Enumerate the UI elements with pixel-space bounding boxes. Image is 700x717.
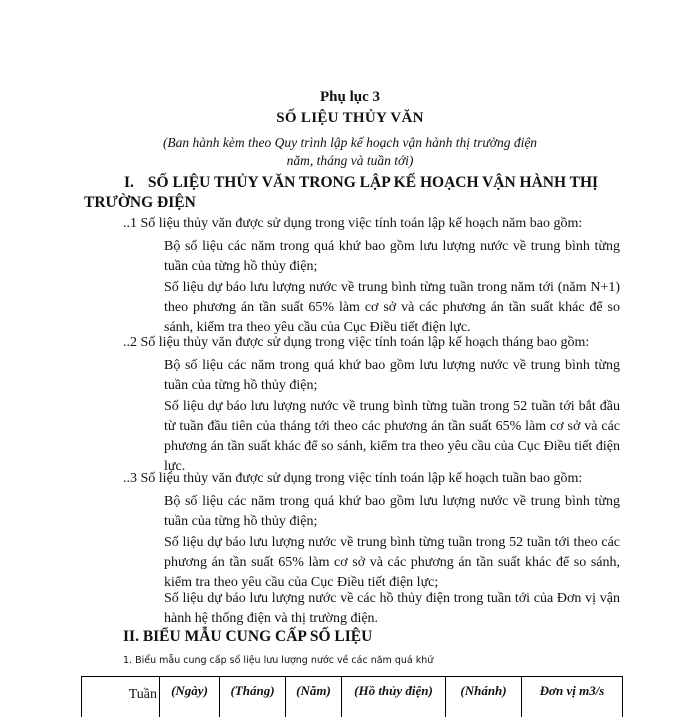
list-item-1-para-1: Bộ số liệu các năm trong quá khứ bao gồm lưu lượng nước về trung bình từng tuần của từng hồ thủy điện;	[164, 239, 620, 274]
list-item-2-label: ..2 Số liệu thủy văn được sử dụng trong việc tính toán lập kế hoạch tháng bao gồm:	[123, 335, 590, 350]
table-caption: 1. Biểu mẫu cung cấp số liệu lưu lượng nước về các năm quá khứ	[123, 655, 434, 666]
document-subtitle	[0, 134, 700, 170]
list-item-3-para-1: Bộ số liệu các năm trong quá khứ bao gồm lưu lượng nước về trung bình từng tuần của từng hồ thủy điện;	[164, 494, 620, 529]
table-header-month: (Tháng)	[220, 677, 286, 717]
section-1-number: I.	[124, 174, 134, 191]
table-header-year: (Năm)	[286, 677, 342, 717]
table-header-reservoir: (Hồ thủy điện)	[342, 677, 446, 717]
section-2-heading: II. BIỂU MẪU CUNG CẤP SỐ LIỆU	[123, 628, 373, 645]
table-header-day: (Ngày)	[160, 677, 220, 717]
section-1-heading	[84, 173, 620, 213]
list-item-3-para-3: Số liệu dự báo lưu lượng nước về các hồ thủy điện trong tuần tới của Đơn vị vận hành hệ thống điện và thị trường điện.	[164, 591, 620, 626]
list-item-2-para-2: Số liệu dự báo lưu lượng nước về trung bình từng tuần trong 52 tuần tới bắt đầu từ tuần đầu tiên của tháng tới theo các phương án tần suất 65% làm cơ sở và các phương án tần suất khác để so sánh, kiểm tra theo yêu cầu của Cục Điều tiết điện lực.	[164, 399, 620, 474]
subtitle-line-2: năm, tháng và tuần tới)	[286, 153, 414, 168]
list-item-3-label: ..3 Số liệu thủy văn được sử dụng trong việc tính toán lập kế hoạch tuần bao gồm:	[123, 471, 583, 486]
table-header-branch: (Nhánh)	[446, 677, 522, 717]
document-title: SỐ LIỆU THỦY VĂN	[276, 110, 424, 126]
list-item-2-para-1: Bộ số liệu các năm trong quá khứ bao gồm lưu lượng nước về trung bình từng tuần của từng hồ thủy điện;	[164, 358, 620, 393]
subtitle-line-1: (Ban hành kèm theo Quy trình lập kế hoạch vận hành thị trường điện	[162, 135, 538, 150]
appendix-label: Phụ lục 3	[319, 89, 380, 105]
list-item-1-para-2: Số liệu dự báo lưu lượng nước về trung bình từng tuần trong năm tới (năm N+1) theo phương án tần suất 65% làm cơ sở và các phương án tần suất khác để so sánh, kiểm tra theo yêu cầu của Cục Điều tiết điện lực.	[164, 280, 620, 335]
data-table-header	[81, 676, 623, 717]
table-header-unit: Đơn vị m3/s	[539, 683, 605, 698]
list-item-1-label: ..1 Số liệu thủy văn được sử dụng trong việc tính toán lập kế hoạch năm bao gồm:	[123, 216, 583, 231]
section-1-title: SỐ LIỆU THỦY VĂN TRONG LẬP KẾ HOẠCH VẬN HÀNH THỊ TRƯỜNG ĐIỆN	[84, 174, 599, 211]
table-header-week: Tuần	[82, 677, 160, 717]
list-item-3-para-2: Số liệu dự báo lưu lượng nước về trung bình từng tuần trong 52 tuần tới theo các phương án tần suất 65% làm cơ sở và các phương án tần suất khác để so sánh, kiểm tra theo yêu cầu của Cục Điều tiết điện lực;	[164, 535, 620, 590]
